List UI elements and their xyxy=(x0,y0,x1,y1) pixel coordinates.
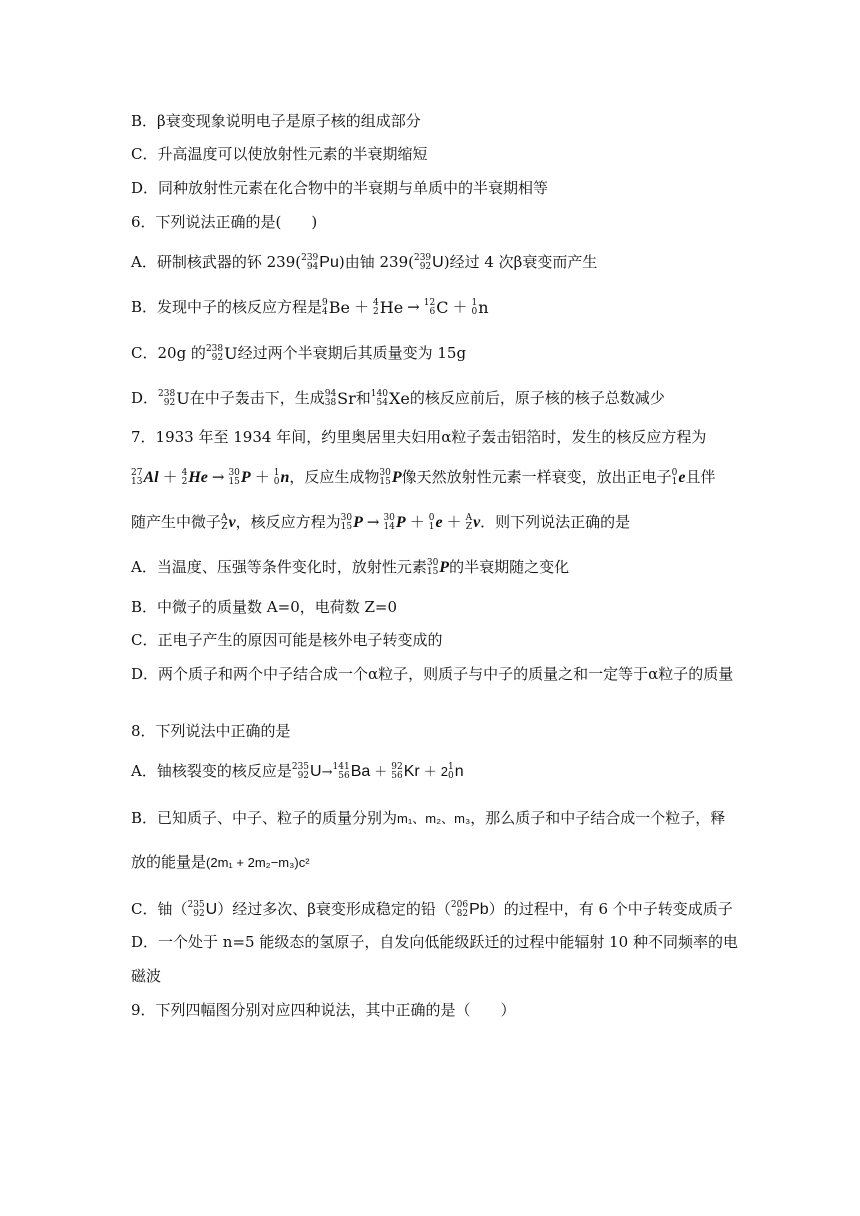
q6-d-text-2: 的核反应前后，原子核的核子总数减少 xyxy=(409,389,665,407)
nuclide-he4-q7: 4 2 He xyxy=(181,468,208,487)
q9-stem: 9．下列四幅图分别对应四种说法，其中正确的是（ ） xyxy=(131,1001,516,1019)
q6-stem: 6．下列说法正确的是( ) xyxy=(131,213,318,231)
nuclide-p30-c: 30 15 P xyxy=(340,513,363,532)
q6-b-text: B．发现中子的核反应方程是 xyxy=(131,298,323,316)
q7-reaction-line: 27 13 Al ＋ 4 2 He → 30 15 P ＋ 1 0 n，反应生成物 30 15 P像天然放射性元素一样衰变，放出正电子 0 1 e且伴 xyxy=(131,468,716,487)
nuclide-xe140: 140 54 Xe xyxy=(370,389,410,408)
q8-option-d: D．一个处于 n=5 能级态的氢原子，自发向低能级跃迁的过程中能辐射 10 种不同频率的电 xyxy=(131,933,738,951)
nuclide-u235-c: 235 92 U xyxy=(187,900,218,919)
q7-option-b: B．中微子的质量数 A=0，电荷数 Z=0 xyxy=(131,598,398,616)
binding-energy-formula: (2m₁ + 2m₂−m₃)c² xyxy=(206,855,310,870)
nuclide-n1: 1 0 n xyxy=(471,298,489,317)
nuclide-p30: 30 15 P xyxy=(228,468,251,487)
q7-option-d: D．两个质子和两个中子结合成一个α粒子，则质子与中子的质量之和一定等于α粒子的质量 xyxy=(131,665,734,683)
nuclide-sr94: 94 38 Sr xyxy=(324,389,356,408)
q6-a-text-3: )经过 4 次β衰变而产生 xyxy=(443,253,598,271)
nuclide-si30: 30 14 P xyxy=(383,513,406,532)
q6-option-d: D． 238 92 U在中子轰击下，生成 94 38 Sr和 140 54 Xe的核反应前后，原子核的核子总数减少 xyxy=(131,389,665,408)
nuclide-c12: 12 6 C xyxy=(423,298,449,317)
nuclide-u239: 239 92 U xyxy=(413,253,444,272)
nuclide-u235: 235 92 U xyxy=(291,762,322,781)
nuclide-pb206: 206 82 Pb xyxy=(450,900,489,919)
nuclide-neutrino: A Z ν xyxy=(221,513,236,532)
nuclide-positron-b: 0 1 e xyxy=(428,513,443,532)
q6-option-a xyxy=(131,251,760,273)
q8-option-b-cont: 放的能量是(2m₁ + 2m₂−m₃)c² xyxy=(131,853,310,871)
nuclide-p30-b: 30 15 P xyxy=(379,468,402,487)
q6-c-text-1: C．20g 的 xyxy=(131,344,206,362)
q8-option-a: A．铀核裂变的核反应是 235 92 U→ 141 56 Ba ＋ 92 56 Kr ＋ 2 1 0 n xyxy=(131,762,464,781)
q7-option-c: C．正电子产生的原因可能是核外电子转变成的 xyxy=(131,631,443,649)
q5-option-b: B．β衰变现象说明电子是原子核的组成部分 xyxy=(131,112,421,130)
nuclide-ba141: 141 56 Ba xyxy=(332,762,371,781)
nuclide-pu239: 239 94 Pu xyxy=(301,253,339,272)
nuclide-he4: 4 2 He xyxy=(373,298,404,317)
nuclide-u238-d: 238 92 U xyxy=(158,389,190,408)
q6-option-b: B．发现中子的核反应方程是 9 4 Be ＋ 4 2 He → 12 6 C ＋ 1 0 n xyxy=(131,298,489,317)
nuclide-al27: 27 13 Al xyxy=(131,468,159,487)
q7-stem: 7．1933 年至 1934 年间，约里奥居里夫妇用α粒子轰击铝箔时，发生的核反应方程为 xyxy=(131,428,707,446)
nuclide-kr92: 92 56 Kr xyxy=(391,762,420,781)
nuclide-be9: 9 4 Be xyxy=(322,298,350,317)
q6-option-c xyxy=(131,342,760,364)
nuclide-u238: 238 92 U xyxy=(205,344,238,363)
nuclide-p30-d: 30 15 P xyxy=(426,558,450,577)
q8-option-b: B．已知质子、中子、粒子的质量分别为m₁、m₂、m₃，那么质子和中子结合成一个粒子，释 xyxy=(131,809,726,827)
q8-option-c: C．铀（ 235 92 U）经过多次、β衰变形成稳定的铅（ 206 82 Pb）的过程中，有 6 个中子转变成质子 xyxy=(131,900,733,919)
nuclide-neutrino-b: A Z ν xyxy=(465,513,481,532)
nuclide-positron: 0 1 e xyxy=(671,468,686,487)
q5-option-c: C．升高温度可以使放射性元素的半衰期缩短 xyxy=(131,145,428,163)
q8-option-d-cont: 磁波 xyxy=(131,967,162,985)
q6-c-text-2: 经过两个半衰期后其质量变为 15g xyxy=(237,344,467,362)
q6-d-text-1: 在中子轰击下，生成 xyxy=(189,389,325,407)
mass-symbols: m₁、m₂、m₃ xyxy=(397,811,471,826)
q8-stem: 8．下列说法中正确的是 xyxy=(131,722,291,740)
q6-a-text-2: )由铀 239( xyxy=(338,253,414,271)
q7-decay-line: 随产生中微子 A Z ν，核反应方程为 30 15 P → 30 14 P ＋ 0 1 e ＋ A Z ν．则下列说法正确的是 xyxy=(131,513,631,532)
q5-option-d: D．同种放射性元素在化合物中的半衰期与单质中的半衰期相等 xyxy=(131,179,549,197)
nuclide-n1-q7: 1 0 n xyxy=(273,468,290,487)
q7-option-a: A．当温度、压强等条件变化时，放射性元素 30 15 P的半衰期随之变化 xyxy=(131,558,570,577)
q6-a-text-1: A．研制核武器的钚 239( xyxy=(131,253,302,271)
nuclide-n1-q8: 1 0 n xyxy=(447,762,464,781)
